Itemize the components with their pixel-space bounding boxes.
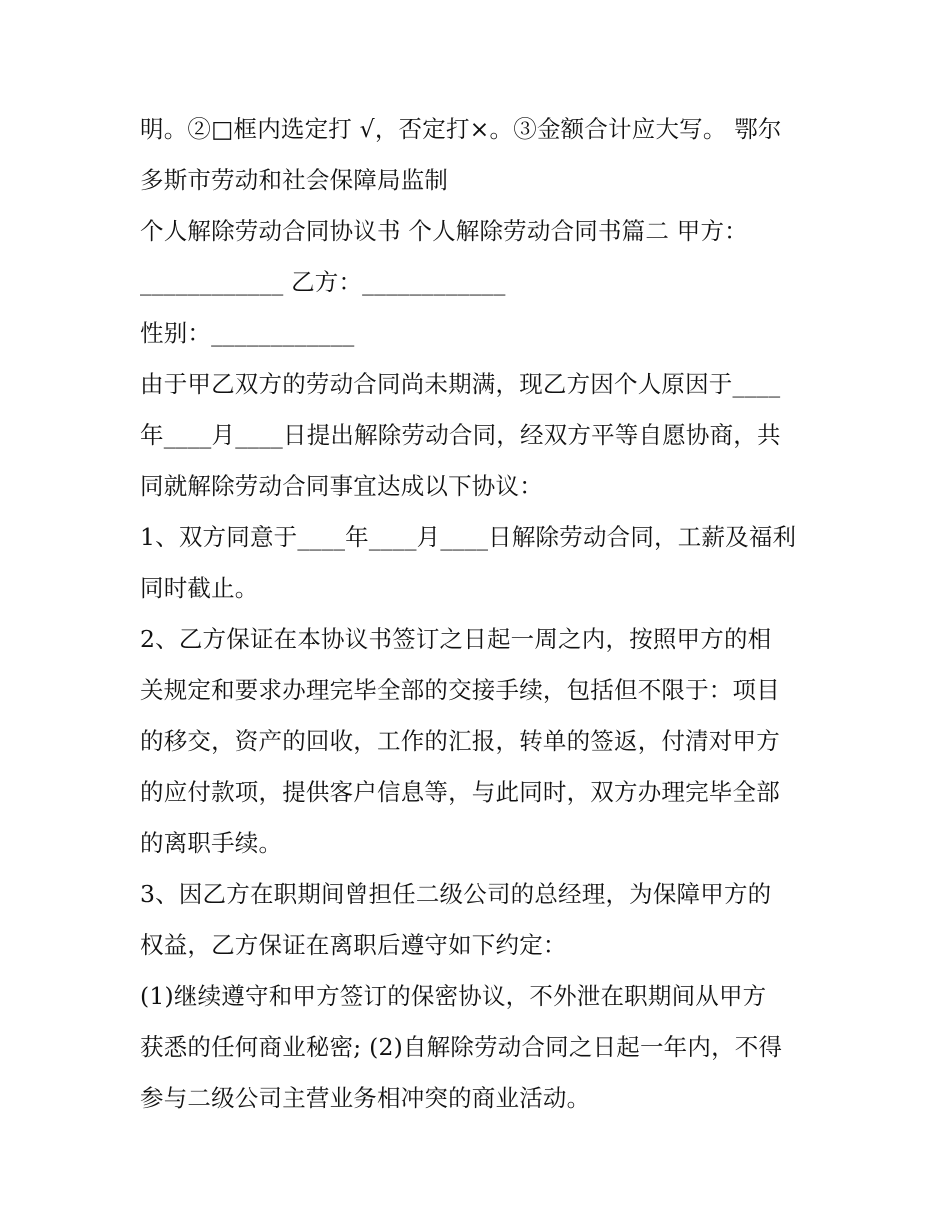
text-line-4: ____________ 乙方：____________ [140,268,506,296]
text-line-5: 性别：____________ [140,319,355,347]
text-line-20: 参与二级公司主营业务相冲突的商业活动。 [140,1084,591,1112]
text-line-8: 同就解除劳动合同事宜达成以下协议： [140,472,543,500]
text-line-3: 个人解除劳动合同协议书 个人解除劳动合同书篇二 甲方： [140,217,748,245]
text-line-2: 多斯市劳动和社会保障局监制 [140,166,449,194]
document-body [140,104,820,1124]
text-line-10: 同时截止。 [140,574,259,602]
text-line-15: 的离职手续。 [140,829,283,857]
text-line-11: 2、乙方保证在本协议书签订之日起一周之内，按照甲方的相 [140,625,772,653]
text-line-13: 的移交，资产的回收，工作的汇报，转单的签返，付清对甲方 [140,727,780,755]
text-line-16: 3、因乙方在职期间曾担任二级公司的总经理，为保障甲方的 [140,880,772,908]
text-line-1: 明。②□框内选定打 √，否定打×。③金额合计应大写。 鄂尔 [140,115,782,143]
text-line-6: 由于甲乙双方的劳动合同尚未期满，现乙方因个人原因于____ [140,370,781,398]
text-line-18: (1)继续遵守和甲方签订的保密协议，不外泄在职期间从甲方 [140,982,767,1010]
text-line-12: 关规定和要求办理完毕全部的交接手续，包括但不限于：项目 [140,676,780,704]
text-line-19: 获悉的任何商业秘密; (2)自解除劳动合同之日起一年内，不得 [140,1033,783,1061]
text-line-14: 的应付款项，提供客户信息等，与此同时，双方办理完毕全部 [140,778,780,806]
text-line-9: 1、双方同意于____年____月____日解除劳动合同，工薪及福利 [140,523,797,551]
text-line-7: 年____月____日提出解除劳动合同，经双方平等自愿协商，共 [140,421,781,449]
text-line-17: 权益，乙方保证在离职后遵守如下约定： [140,931,567,959]
